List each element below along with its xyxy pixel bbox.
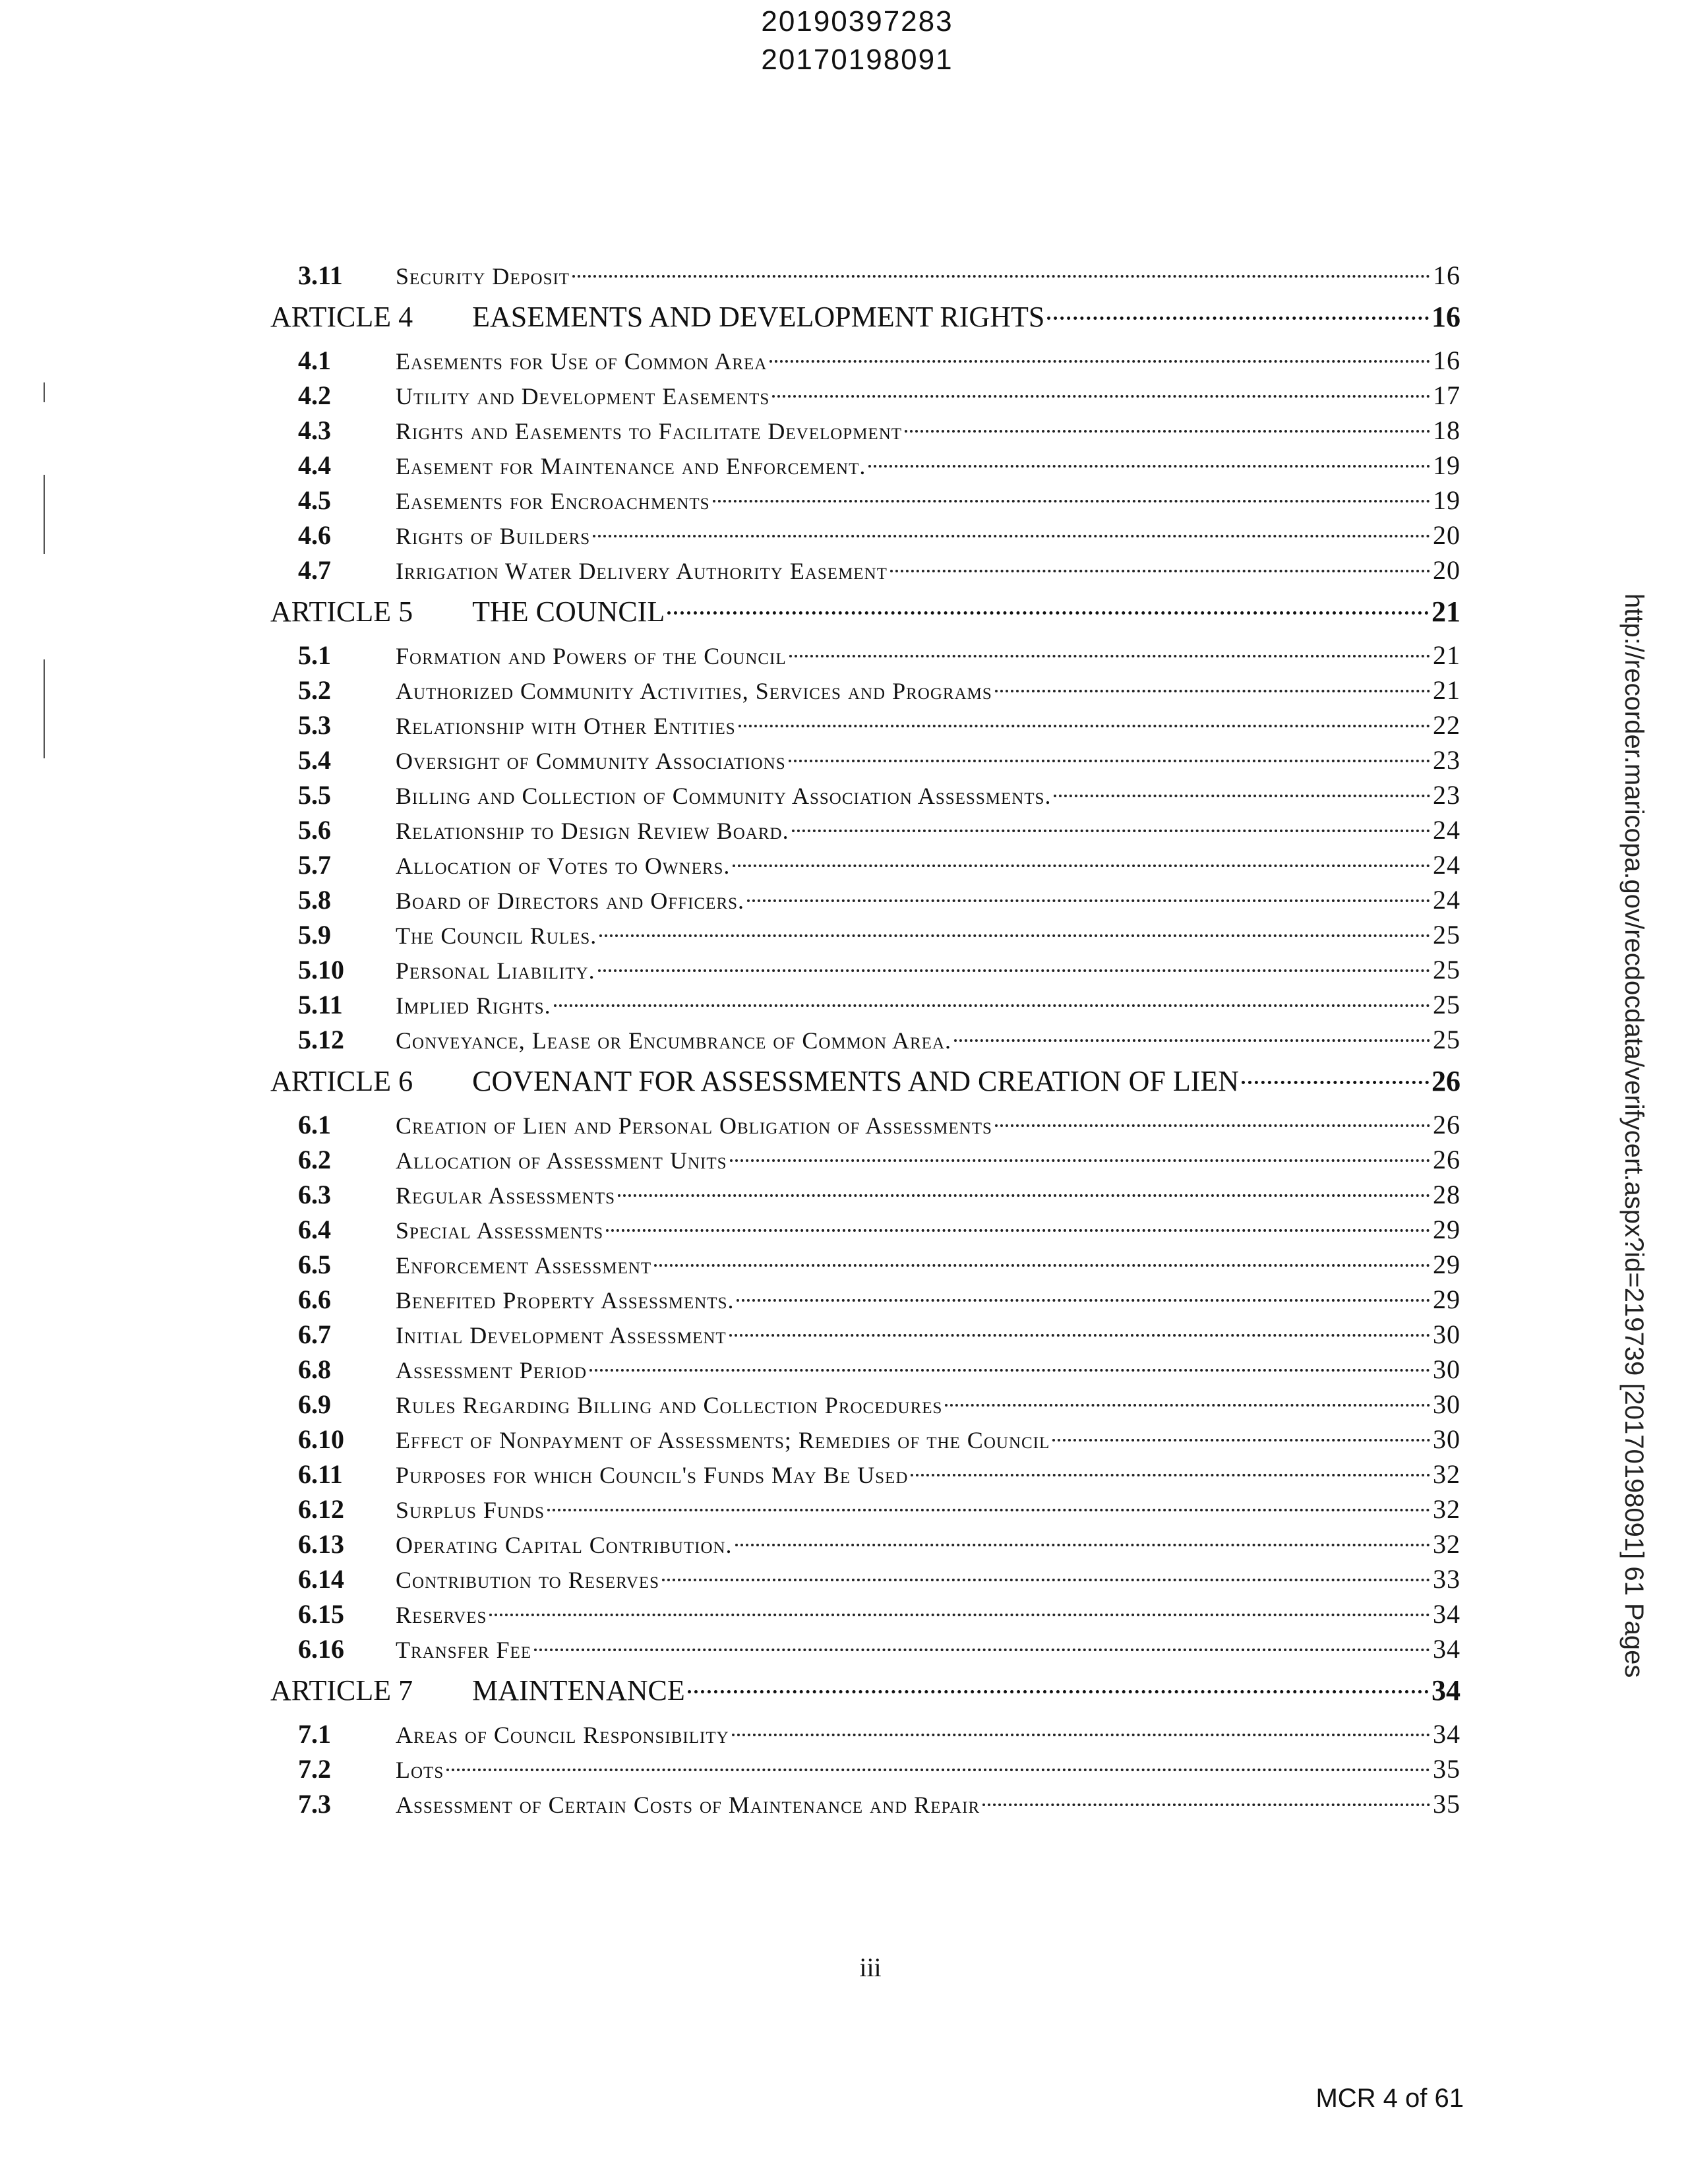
dot-leader <box>446 1769 1430 1771</box>
dot-leader <box>534 1649 1430 1651</box>
dot-leader <box>1052 1439 1430 1441</box>
section-number: 5.1 <box>298 640 331 670</box>
section-number: 5.6 <box>298 815 331 845</box>
dot-leader <box>688 1690 1429 1693</box>
section-title: Operating Capital Contribution. <box>396 1532 733 1558</box>
dot-leader <box>738 725 1430 727</box>
section-page: 32 <box>1433 1459 1461 1489</box>
section-title: Utility and Development Easements <box>396 383 770 410</box>
dot-leader <box>954 1039 1430 1042</box>
section-number: 5.9 <box>298 920 331 950</box>
section-title: Contribution to Reserves <box>396 1567 660 1593</box>
section-page: 29 <box>1433 1215 1461 1244</box>
toc-section <box>0 1632 1688 1666</box>
section-title: Benefited Property Assessments. <box>396 1287 735 1314</box>
section-title: Relationship with Other Entities <box>396 713 736 739</box>
section-number: 6.11 <box>298 1459 343 1489</box>
dot-leader <box>1242 1081 1429 1084</box>
section-number: 5.4 <box>298 745 331 775</box>
dot-leader <box>995 1124 1430 1127</box>
dot-leader <box>730 1159 1431 1162</box>
dot-leader <box>789 655 1430 657</box>
section-page: 16 <box>1433 346 1461 375</box>
section-number: 4.3 <box>298 415 331 445</box>
dot-leader <box>733 864 1430 867</box>
toc-article <box>270 1672 1461 1709</box>
section-title: Surplus Funds <box>396 1497 545 1523</box>
dot-leader <box>735 1544 1430 1546</box>
section-page: 26 <box>1433 1145 1461 1174</box>
toc-section <box>0 813 1688 847</box>
dot-leader <box>489 1614 1430 1616</box>
dot-leader <box>554 1004 1430 1007</box>
section-title: Board of Directors and Officers. <box>396 888 745 914</box>
section-number: 6.16 <box>298 1634 344 1664</box>
toc-section <box>0 638 1688 673</box>
dot-leader <box>729 1334 1430 1337</box>
toc-section <box>0 673 1688 708</box>
section-page: 24 <box>1433 850 1461 880</box>
toc-section <box>0 743 1688 777</box>
section-page: 16 <box>1433 260 1461 290</box>
section-title: Irrigation Water Delivery Authority Easement <box>396 558 888 584</box>
section-title: Oversight of Community Associations <box>396 748 786 774</box>
toc-section <box>0 1283 1688 1317</box>
recording-number-1: 20190397283 <box>761 5 953 38</box>
dot-leader <box>572 275 1430 278</box>
section-title: Easement for Maintenance and Enforcement. <box>396 453 866 479</box>
dot-leader <box>890 570 1430 572</box>
toc-section <box>0 258 1688 293</box>
toc-section <box>0 1318 1688 1352</box>
toc-section <box>0 1752 1688 1786</box>
section-title: Rights and Easements to Facilitate Development <box>396 418 903 444</box>
section-page: 23 <box>1433 780 1461 810</box>
toc-section <box>0 344 1688 378</box>
section-page: 29 <box>1433 1285 1461 1314</box>
article-page: 26 <box>1432 1065 1461 1097</box>
section-page: 26 <box>1433 1110 1461 1139</box>
article-page: 21 <box>1432 595 1461 628</box>
section-number: 7.1 <box>298 1719 331 1749</box>
section-number: 6.3 <box>298 1180 331 1209</box>
section-page: 22 <box>1433 710 1461 740</box>
section-title: Personal Liability. <box>396 957 595 984</box>
section-number: 6.8 <box>298 1354 331 1384</box>
section-number: 5.2 <box>298 675 331 705</box>
section-number: 5.7 <box>298 850 331 880</box>
dot-leader <box>769 360 1430 363</box>
section-title: Billing and Collection of Community Association Assessments. <box>396 783 1052 809</box>
article-label: ARTICLE 4 <box>270 301 413 333</box>
toc-section <box>0 848 1688 882</box>
toc-section <box>0 883 1688 917</box>
section-title: Security Deposit <box>396 263 570 289</box>
section-page: 34 <box>1433 1599 1461 1629</box>
article-title: THE COUNCIL <box>472 595 665 628</box>
section-page: 30 <box>1433 1424 1461 1454</box>
section-title: Reserves <box>396 1602 487 1628</box>
section-title: Easements for Encroachments <box>396 488 710 514</box>
section-title: Purposes for which Council's Funds May Be Used <box>396 1462 909 1488</box>
section-page: 17 <box>1433 380 1461 410</box>
section-number: 6.10 <box>298 1424 344 1454</box>
toc-section <box>0 1387 1688 1422</box>
dot-leader <box>911 1474 1430 1476</box>
section-number: 4.6 <box>298 520 331 550</box>
section-number: 6.4 <box>298 1215 331 1244</box>
section-number: 7.2 <box>298 1754 331 1784</box>
section-title: Allocation of Assessment Units <box>396 1147 727 1174</box>
verification-url: http://recorder.maricopa.gov/recdocdata/verifycert.aspx?id=219739 [20170198091] 61 Pages <box>1619 593 1648 1678</box>
section-title: Assessment Period <box>396 1357 588 1383</box>
section-title: Creation of Lien and Personal Obligation of Assessments <box>396 1112 992 1139</box>
toc-section <box>0 778 1688 812</box>
toc-article <box>270 1063 1461 1100</box>
section-title: Allocation of Votes to Owners. <box>396 853 731 879</box>
page-number: iii <box>859 1953 882 1982</box>
toc-section <box>0 988 1688 1022</box>
section-number: 7.3 <box>298 1789 331 1819</box>
article-page: 34 <box>1432 1674 1461 1707</box>
section-number: 6.12 <box>298 1494 344 1524</box>
section-title: Relationship to Design Review Board. <box>396 818 789 844</box>
section-page: 25 <box>1433 1025 1461 1054</box>
section-title: Initial Development Assessment <box>396 1322 727 1349</box>
toc-section <box>0 708 1688 743</box>
section-page: 35 <box>1433 1789 1461 1819</box>
toc-article <box>270 299 1461 336</box>
section-page: 25 <box>1433 990 1461 1019</box>
section-page: 20 <box>1433 520 1461 550</box>
section-title: Assessment of Certain Costs of Maintenance and Repair <box>396 1792 980 1818</box>
dot-leader <box>654 1264 1430 1267</box>
section-title: Enforcement Assessment <box>396 1252 652 1279</box>
section-page: 25 <box>1433 920 1461 950</box>
toc-section <box>0 1178 1688 1212</box>
dot-leader <box>772 395 1430 398</box>
section-number: 6.7 <box>298 1320 331 1349</box>
section-page: 30 <box>1433 1389 1461 1419</box>
article-title: EASEMENTS AND DEVELOPMENT RIGHTS <box>472 301 1045 333</box>
dot-leader <box>737 1299 1430 1302</box>
section-title: Areas of Council Responsibility <box>396 1722 729 1748</box>
dot-leader <box>982 1804 1430 1806</box>
section-title: Implied Rights. <box>396 992 551 1019</box>
section-number: 6.2 <box>298 1145 331 1174</box>
toc-section <box>0 953 1688 987</box>
article-label: ARTICLE 7 <box>270 1674 413 1707</box>
section-number: 4.7 <box>298 555 331 585</box>
toc-article <box>270 593 1461 630</box>
toc-section <box>0 553 1688 588</box>
section-page: 30 <box>1433 1320 1461 1349</box>
footer-page-count: MCR 4 of 61 <box>1315 2084 1464 2113</box>
section-title: Rights of Builders <box>396 523 591 549</box>
section-title: Regular Assessments <box>396 1182 616 1209</box>
dot-leader <box>589 1369 1430 1372</box>
dot-leader <box>747 899 1430 902</box>
article-label: ARTICLE 5 <box>270 595 413 628</box>
section-number: 5.12 <box>298 1025 344 1054</box>
section-title: Authorized Community Activities, Services and Programs <box>396 678 992 704</box>
dot-leader <box>599 934 1430 937</box>
toc-section <box>0 379 1688 413</box>
section-page: 19 <box>1433 450 1461 480</box>
section-page: 21 <box>1433 640 1461 670</box>
toc-section <box>0 448 1688 483</box>
section-page: 35 <box>1433 1754 1461 1784</box>
section-title: Easements for Use of Common Area <box>396 348 768 375</box>
toc-section <box>0 918 1688 952</box>
section-number: 6.14 <box>298 1564 344 1594</box>
dot-leader <box>593 535 1430 537</box>
section-page: 19 <box>1433 485 1461 515</box>
toc-section <box>0 1717 1688 1751</box>
section-number: 4.5 <box>298 485 331 515</box>
dot-leader <box>606 1229 1430 1232</box>
toc-section <box>0 1422 1688 1457</box>
section-number: 5.3 <box>298 710 331 740</box>
section-page: 21 <box>1433 675 1461 705</box>
section-number: 4.1 <box>298 346 331 375</box>
dot-leader <box>618 1194 1430 1197</box>
section-page: 32 <box>1433 1529 1461 1559</box>
dot-leader <box>598 969 1430 972</box>
section-page: 30 <box>1433 1354 1461 1384</box>
toc-section <box>0 1352 1688 1387</box>
section-page: 25 <box>1433 955 1461 985</box>
dot-leader <box>547 1509 1430 1511</box>
section-page: 28 <box>1433 1180 1461 1209</box>
section-number: 6.15 <box>298 1599 344 1629</box>
section-page: 33 <box>1433 1564 1461 1594</box>
article-page: 16 <box>1432 301 1461 333</box>
dot-leader <box>905 430 1430 433</box>
section-number: 6.5 <box>298 1250 331 1279</box>
toc-section <box>0 1143 1688 1177</box>
dot-leader <box>995 690 1430 692</box>
article-title: MAINTENANCE <box>472 1674 685 1707</box>
section-title: Effect of Nonpayment of Assessments; Remedies of the Council <box>396 1427 1050 1453</box>
section-title: Transfer Fee <box>396 1637 532 1663</box>
section-title: Conveyance, Lease or Encumbrance of Common Area. <box>396 1027 952 1054</box>
toc-section <box>0 1248 1688 1282</box>
toc-section <box>0 1108 1688 1142</box>
dot-leader <box>732 1734 1430 1736</box>
section-number: 6.1 <box>298 1110 331 1139</box>
section-page: 34 <box>1433 1634 1461 1664</box>
dot-leader <box>662 1579 1430 1581</box>
section-number: 6.13 <box>298 1529 344 1559</box>
section-page: 32 <box>1433 1494 1461 1524</box>
section-title: The Council Rules. <box>396 923 597 949</box>
section-page: 23 <box>1433 745 1461 775</box>
dot-leader <box>792 830 1430 832</box>
section-page: 20 <box>1433 555 1461 585</box>
dot-leader <box>1054 795 1430 797</box>
toc-section <box>0 1492 1688 1527</box>
toc-section <box>0 1787 1688 1821</box>
dot-leader <box>868 465 1430 468</box>
section-number: 5.10 <box>298 955 344 985</box>
article-label: ARTICLE 6 <box>270 1065 413 1097</box>
dot-leader <box>713 500 1430 502</box>
section-page: 18 <box>1433 415 1461 445</box>
section-page: 29 <box>1433 1250 1461 1279</box>
section-number: 6.9 <box>298 1389 331 1419</box>
toc-section <box>0 483 1688 518</box>
toc-section <box>0 1562 1688 1596</box>
section-number: 6.6 <box>298 1285 331 1314</box>
section-page: 24 <box>1433 815 1461 845</box>
toc-section <box>0 1457 1688 1492</box>
toc-section <box>0 1213 1688 1247</box>
section-title: Lots <box>396 1757 444 1783</box>
toc-section <box>0 1023 1688 1057</box>
section-number: 4.4 <box>298 450 331 480</box>
dot-leader <box>945 1404 1430 1407</box>
toc-section <box>0 1597 1688 1631</box>
section-number: 5.11 <box>298 990 343 1019</box>
section-number: 5.5 <box>298 780 331 810</box>
dot-leader <box>1047 317 1429 320</box>
toc-section <box>0 1527 1688 1562</box>
dot-leader <box>789 760 1430 762</box>
section-number: 5.8 <box>298 885 331 915</box>
section-title: Rules Regarding Billing and Collection Procedures <box>396 1392 943 1418</box>
article-title: COVENANT FOR ASSESSMENTS AND CREATION OF LIEN <box>472 1065 1240 1097</box>
section-page: 34 <box>1433 1719 1461 1749</box>
section-page: 24 <box>1433 885 1461 915</box>
toc-section <box>0 518 1688 553</box>
section-number: 4.2 <box>298 380 331 410</box>
section-number: 3.11 <box>298 260 343 290</box>
toc-section <box>0 413 1688 448</box>
dot-leader <box>667 611 1429 615</box>
section-title: Formation and Powers of the Council <box>396 643 787 669</box>
section-title: Special Assessments <box>396 1217 604 1244</box>
recording-number-2: 20170198091 <box>761 44 953 76</box>
